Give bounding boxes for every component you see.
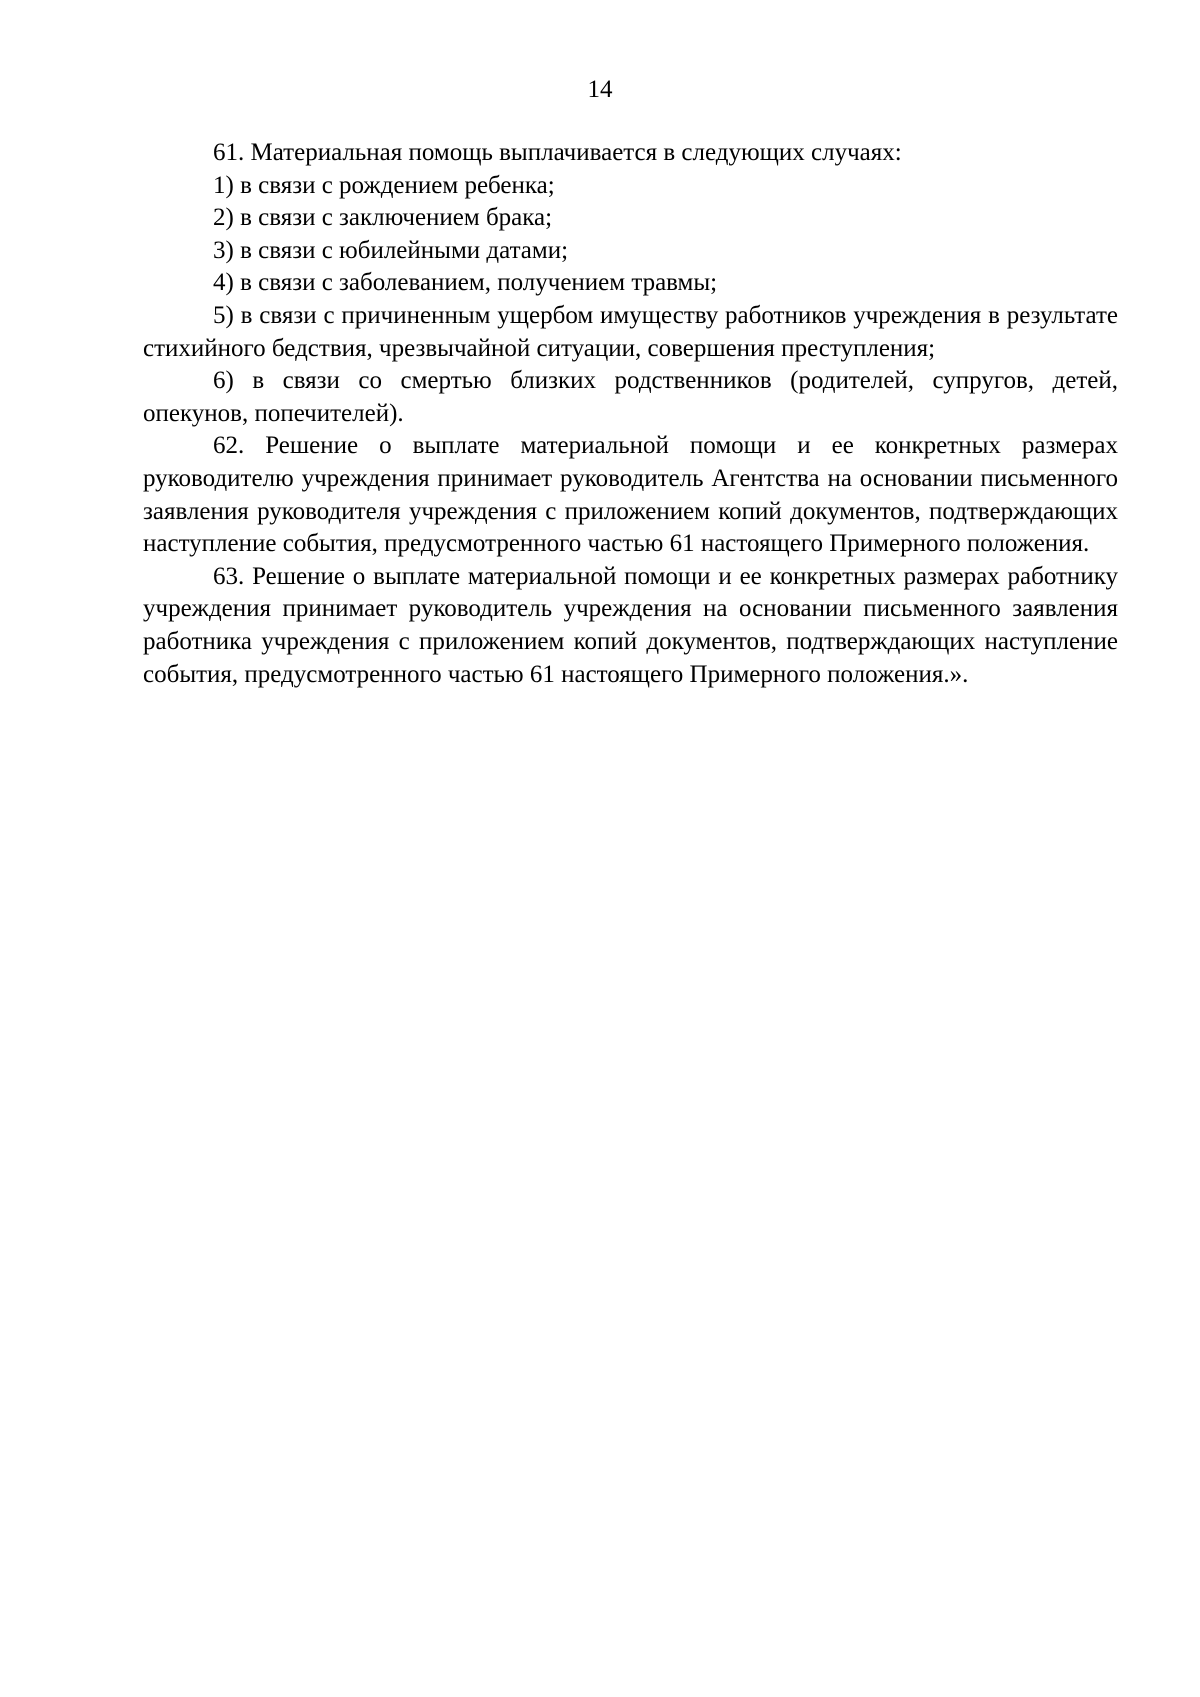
list-item-3: 3) в связи с юбилейными датами;: [213, 236, 569, 264]
document-body: [143, 137, 1118, 691]
list-item-5: 5) в связи с причиненным ущербом имуществу работников учреждения в результате стихийного бедствия, чрезвычайной ситуации, совершения преступления;: [143, 301, 1118, 362]
paragraph-63: 63. Решение о выплате материальной помощи и ее конкретных размерах работнику учреждения принимает руководитель учреждения на основании письменного заявления работника учреждения с приложением копий документов, подтверждающих наступление события, предусмотренного частью 61 настоящего Примерного положения.».: [143, 562, 1118, 688]
list-item-2: 2) в связи с заключением брака;: [213, 204, 553, 232]
list-item-1: 1) в связи с рождением ребенка;: [213, 171, 555, 199]
paragraph-61: 61. Материальная помощь выплачивается в следующих случаях:: [213, 139, 902, 166]
paragraph-62: 62. Решение о выплате материальной помощи и ее конкретных размерах руководителю учреждения принимает руководитель Агентства на основании письменного заявления руководителя учреждения с приложением копий документов, подтверждающих наступление события, предусмотренного частью 61 настоящего Примерного положения.: [143, 432, 1118, 558]
page-number: 14: [587, 76, 613, 103]
list-item-6: 6) в связи со смертью близких родственников (родителей, супругов, детей, опекунов, попечителей).: [143, 367, 1118, 427]
list-item-4: 4) в связи с заболеванием, получением травмы;: [213, 269, 718, 297]
